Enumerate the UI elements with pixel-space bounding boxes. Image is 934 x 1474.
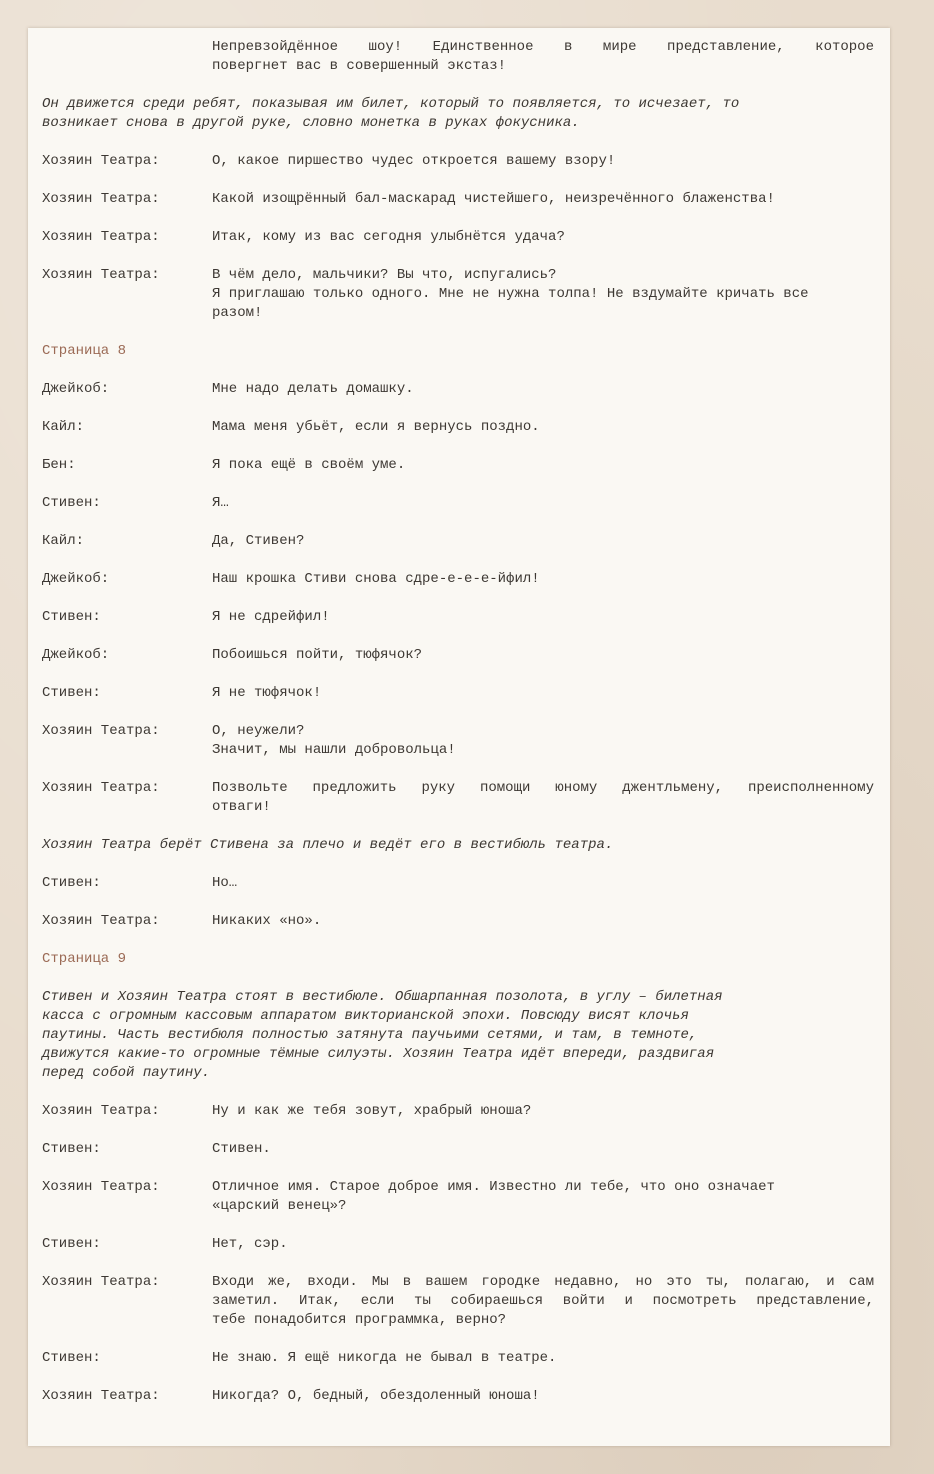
dialogue-line: разом! xyxy=(212,305,263,321)
dialogue-line: Побоишься пойти, тюфячок? xyxy=(212,647,423,663)
dialogue-entry xyxy=(42,608,874,627)
dialogue-row xyxy=(42,1235,874,1254)
page-number-heading: Страница 9 xyxy=(42,951,127,967)
stage-direction-line: касса с огромным кассовым аппаратом викторианской эпохи. Повсюду висят клочья xyxy=(42,1008,689,1024)
dialogue-text xyxy=(212,912,874,931)
dialogue-line: Ну и как же тебя зовут, храбрый юноша? xyxy=(212,1103,532,1119)
dialogue-text xyxy=(212,722,874,760)
stage-direction xyxy=(42,988,874,1083)
dialogue-text xyxy=(212,1349,874,1368)
speaker-name: Хозяин Театра: xyxy=(42,1179,160,1195)
stage-direction-line: Хозяин Театра берёт Стивена за плечо и ведёт его в вестибюль театра. xyxy=(42,837,614,853)
dialogue-entry xyxy=(42,494,874,513)
speaker-name: Джейкоб: xyxy=(42,647,110,663)
speaker-name: Стивен: xyxy=(42,1350,101,1366)
dialogue-entry xyxy=(42,1349,874,1368)
dialogue-entry xyxy=(42,1235,874,1254)
dialogue-row xyxy=(42,684,874,703)
speaker-name: Хозяин Театра: xyxy=(42,1388,160,1404)
speaker-name: Хозяин Театра: xyxy=(42,153,160,169)
dialogue-row xyxy=(42,646,874,665)
dialogue-entry xyxy=(42,912,874,931)
stage-direction-line: перед собой паутину. xyxy=(42,1065,211,1081)
dialogue-text xyxy=(212,456,874,475)
dialogue-line: «царский венец»? xyxy=(212,1198,347,1214)
dialogue-line: Да, Стивен? xyxy=(212,533,305,549)
dialogue-row xyxy=(42,722,874,760)
stage-direction-line: Стивен и Хозяин Театра стоят в вестибюле. Обшарпанная позолота, в углу – билетная xyxy=(42,989,723,1005)
dialogue-line: Я пока ещё в своём уме. xyxy=(212,457,406,473)
dialogue-text xyxy=(212,1273,874,1330)
dialogue-text xyxy=(212,1387,874,1406)
dialogue-text xyxy=(212,684,874,703)
dialogue-entry xyxy=(42,1102,874,1121)
speaker-name: Стивен: xyxy=(42,685,101,701)
dialogue-text xyxy=(212,1178,874,1216)
dialogue-line: Непревзойдённое шоу! Единственное в мире представление, которое xyxy=(212,39,874,55)
dialogue-text xyxy=(212,1140,874,1159)
stage-direction-line: паутины. Часть вестибюля полностью затянута паучьими сетями, и там, в темноте, xyxy=(42,1027,698,1043)
dialogue-row xyxy=(42,1178,874,1216)
dialogue-entry xyxy=(42,684,874,703)
dialogue-text xyxy=(212,152,874,171)
dialogue-text xyxy=(212,1235,874,1254)
dialogue-entry xyxy=(42,190,874,209)
dialogue-row xyxy=(42,152,874,171)
speaker-name: Хозяин Театра: xyxy=(42,913,160,929)
speaker-name: Хозяин Театра: xyxy=(42,1103,160,1119)
dialogue-row xyxy=(42,1273,874,1330)
dialogue-entry xyxy=(42,228,874,247)
dialogue-entry xyxy=(42,152,874,171)
dialogue-line: Не знаю. Я ещё никогда не бывал в театре. xyxy=(212,1350,557,1366)
speaker-name: Хозяин Театра: xyxy=(42,1274,160,1290)
dialogue-line: тебе понадобится программка, верно? xyxy=(212,1312,507,1328)
dialogue-entry xyxy=(42,570,874,589)
dialogue-line: Я… xyxy=(212,495,229,511)
dialogue-line: Позвольте предложить руку помощи юному джентльмену, преисполненному xyxy=(212,780,874,796)
dialogue-row xyxy=(42,608,874,627)
dialogue-text xyxy=(212,1102,874,1121)
speaker-name: Стивен: xyxy=(42,875,101,891)
speaker-name: Джейкоб: xyxy=(42,571,110,587)
dialogue-line: Но… xyxy=(212,875,238,891)
speaker-name: Джейкоб: xyxy=(42,381,110,397)
dialogue-entry xyxy=(42,266,874,323)
dialogue-row xyxy=(42,874,874,893)
dialogue-entry xyxy=(42,1178,874,1216)
dialogue-text xyxy=(212,266,874,323)
dialogue-text xyxy=(212,190,874,209)
dialogue-line: Я не сдрейфил! xyxy=(212,609,330,625)
stage-direction-line: возникает снова в другой руке, словно монетка в руках фокусника. xyxy=(42,115,580,131)
speaker-name: Стивен: xyxy=(42,495,101,511)
dialogue-row xyxy=(42,380,874,399)
dialogue-text xyxy=(212,494,874,513)
dialogue-row xyxy=(42,1102,874,1121)
dialogue-entry xyxy=(42,456,874,475)
dialogue-row xyxy=(42,912,874,931)
speaker-name: Стивен: xyxy=(42,1236,101,1252)
speaker-name: Хозяин Театра: xyxy=(42,229,160,245)
dialogue-line: Стивен. xyxy=(212,1141,271,1157)
dialogue-line: В чём дело, мальчики? Вы что, испугались? xyxy=(212,267,557,283)
stage-direction xyxy=(42,836,874,855)
dialogue-line: О, неужели? xyxy=(212,723,305,739)
dialogue-line: Никогда? О, бедный, обездоленный юноша! xyxy=(212,1388,540,1404)
speaker-name: Кайл: xyxy=(42,419,85,435)
dialogue-row xyxy=(42,570,874,589)
dialogue-text xyxy=(212,418,874,437)
dialogue-line: Мама меня убьёт, если я вернусь поздно. xyxy=(212,419,540,435)
dialogue-text xyxy=(212,380,874,399)
dialogue-entry xyxy=(42,1273,874,1330)
dialogue-text xyxy=(212,608,874,627)
speaker-name: Хозяин Театра: xyxy=(42,723,160,739)
dialogue-entry xyxy=(42,1140,874,1159)
dialogue-entry xyxy=(42,722,874,760)
script-content xyxy=(42,38,874,1425)
speaker-name: Кайл: xyxy=(42,533,85,549)
dialogue-text xyxy=(212,228,874,247)
dialogue-line: Итак, кому из вас сегодня улыбнётся удача? xyxy=(212,229,565,245)
dialogue-entry xyxy=(42,646,874,665)
dialogue-row xyxy=(42,1349,874,1368)
dialogue-line: О, какое пиршество чудес откроется вашему взору! xyxy=(212,153,616,169)
dialogue-row xyxy=(42,1140,874,1159)
dialogue-entry xyxy=(42,1387,874,1406)
script-page xyxy=(28,28,890,1446)
dialogue-line: Я приглашаю только одного. Мне не нужна толпа! Не вздумайте кричать все xyxy=(212,286,809,302)
dialogue-line: Какой изощрённый бал-маскарад чистейшего, неизречённого блаженства! xyxy=(212,191,775,207)
speaker-name: Хозяин Театра: xyxy=(42,267,160,283)
stage-direction-line: Он движется среди ребят, показывая им билет, который то появляется, то исчезает, то xyxy=(42,96,740,112)
dialogue-row xyxy=(42,228,874,247)
dialogue-line: Отличное имя. Старое доброе имя. Известно ли тебе, что оно означает xyxy=(212,1179,775,1195)
dialogue-row xyxy=(42,532,874,551)
speaker-name: Хозяин Театра: xyxy=(42,191,160,207)
dialogue-text xyxy=(212,532,874,551)
dialogue-line: Никаких «но». xyxy=(212,913,322,929)
dialogue-row xyxy=(42,494,874,513)
dialogue-line: Мне надо делать домашку. xyxy=(212,381,414,397)
dialogue-row xyxy=(42,456,874,475)
dialogue-line: Наш крошка Стиви снова сдре-е-е-е-йфил! xyxy=(212,571,540,587)
dialogue-row xyxy=(42,779,874,817)
dialogue-text xyxy=(212,646,874,665)
stage-direction-line: движутся какие-то огромные тёмные силуэты. Хозяин Театра идёт впереди, раздвигая xyxy=(42,1046,715,1062)
dialogue-text xyxy=(212,779,874,817)
page-number-heading: Страница 8 xyxy=(42,343,127,359)
dialogue-line: Значит, мы нашли добровольца! xyxy=(212,742,456,758)
dialogue-row xyxy=(42,266,874,323)
dialogue-entry xyxy=(42,874,874,893)
dialogue-line: Нет, сэр. xyxy=(212,1236,288,1252)
dialogue-row xyxy=(42,190,874,209)
speaker-name: Хозяин Театра: xyxy=(42,780,160,796)
dialogue-continuation xyxy=(42,38,874,76)
dialogue-entry xyxy=(42,532,874,551)
speaker-name: Бен: xyxy=(42,457,76,473)
dialogue-line: повергнет вас в совершенный экстаз! xyxy=(212,58,507,74)
dialogue-row xyxy=(42,418,874,437)
dialogue-entry xyxy=(42,380,874,399)
dialogue-entry xyxy=(42,779,874,817)
speaker-name: Стивен: xyxy=(42,609,101,625)
dialogue-line: отваги! xyxy=(212,799,271,815)
dialogue-text xyxy=(212,874,874,893)
dialogue-entry xyxy=(42,418,874,437)
stage-direction xyxy=(42,95,874,133)
dialogue-line: заметил. Итак, если ты собираешься войти и посмотреть представление, xyxy=(212,1293,874,1309)
dialogue-line: Входи же, входи. Мы в вашем городке недавно, но это ты, полагаю, и сам xyxy=(212,1274,874,1290)
dialogue-line: Я не тюфячок! xyxy=(212,685,322,701)
dialogue-row xyxy=(42,1387,874,1406)
speaker-name: Стивен: xyxy=(42,1141,101,1157)
dialogue-text xyxy=(212,570,874,589)
